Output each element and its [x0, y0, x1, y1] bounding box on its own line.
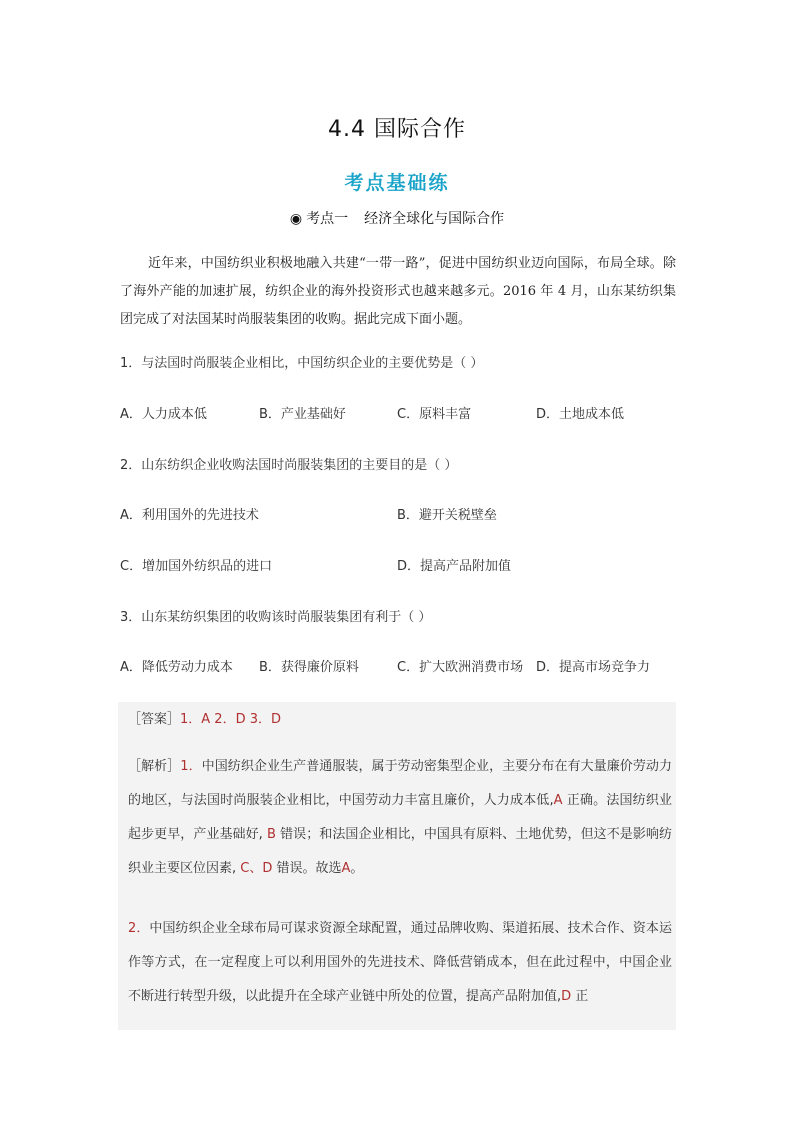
section-label: 考点一 — [306, 211, 349, 227]
analysis-2-key-d: D — [561, 989, 572, 1004]
analysis-1-key-a: A — [553, 793, 563, 808]
answer-line — [128, 708, 281, 727]
q2-option-b: B．避开关税壁垒 — [397, 508, 497, 523]
q1-option-b: B．产业基础好 — [259, 407, 346, 422]
q1-option-d: D．土地成本低 — [536, 407, 625, 422]
q2-option-a: A．利用国外的先进技术 — [120, 508, 259, 523]
q1-option-c: C．原料丰富 — [397, 407, 472, 422]
intro-paragraph: 近年来，中国纺织业积极地融入共建“一带一路”，促进中国纺织业迈向国际，布局全球。除了海外产能的加速扩展，纺织企业的海外投资形式也越来越多元。2016 年 4 月，山东某纺织集团完成了对法国某时尚服装集团的收购。据此完成下面小题。 — [120, 256, 676, 327]
analysis-1-text-a: 中国纺织企业生产普通服装，属于劳动密集型企业，主要分布在有大量廉价劳动力的地区，与法国时尚服装企业相比，中国劳动力丰富且廉价，人力成本低, — [128, 759, 672, 808]
analysis-1-key-final: A — [341, 861, 351, 876]
answer-values: 1．A 2．D 3．D — [180, 712, 282, 727]
q3-option-d: D．提高市场竞争力 — [536, 660, 651, 675]
analysis-1-key-cd: C、D — [236, 861, 273, 876]
q3-option-b: B．获得廉价原料 — [259, 660, 359, 675]
analysis-tag: ［解析］ — [128, 759, 181, 774]
analysis-paragraph-1 — [128, 750, 672, 886]
bullet-icon: ◉ — [289, 211, 303, 227]
analysis-1-key-b: B — [262, 827, 276, 842]
analysis-paragraph-2 — [128, 912, 672, 1014]
q3-option-a: A．降低劳动力成本 — [120, 660, 233, 675]
question-2: 2．山东纺织企业收购法国时尚服装集团的主要目的是（ ） — [120, 458, 458, 473]
section-heading — [0, 208, 794, 228]
q1-option-a: A．人力成本低 — [120, 407, 207, 422]
answer-panel — [118, 702, 676, 1030]
answer-tag: ［答案］ — [128, 712, 181, 727]
analysis-1-text-g: 错误。故选 — [272, 861, 342, 876]
section-title: 经济全球化与国际合作 — [364, 211, 505, 227]
q2-option-c: C．增加国外纺织品的进口 — [120, 559, 273, 574]
analysis-1-text-i: 。 — [350, 861, 364, 876]
analysis-1-num: 1． — [180, 759, 202, 774]
analysis-2-num: 2． — [128, 921, 150, 936]
q2-option-d: D．提高产品附加值 — [397, 559, 512, 574]
question-1: 1．与法国时尚服装企业相比，中国纺织企业的主要优势是（ ） — [120, 356, 484, 371]
page-title: 4.4 国际合作 — [328, 117, 466, 142]
analysis-1-text-c: 正确。法国纺织业起步更早，产业基础好, — [128, 793, 672, 842]
analysis-1-text-e: 错误；和法国企业相比，中国具有原料、土地优势，但这不是影响纺织业主要区位因素, — [128, 827, 672, 876]
analysis-2-text-c: 正 — [571, 989, 589, 1004]
question-3: 3．山东某纺织集团的收购该时尚服装集团有利于（ ） — [120, 610, 432, 625]
q3-option-c: C．扩大欧洲消费市场 — [397, 660, 524, 675]
analysis-2-text-a: 中国纺织企业全球布局可谋求资源全球配置，通过品牌收购、渠道拓展、技术合作、资本运作等方式，在一定程度上可以利用国外的先进技术、降低营销成本，但在此过程中，中国企业不断进行转型升级，以此提升在全球产业链中所处的位置，提高产品附加值, — [128, 921, 672, 1004]
section-subtitle: 考点基础练 — [344, 172, 450, 194]
